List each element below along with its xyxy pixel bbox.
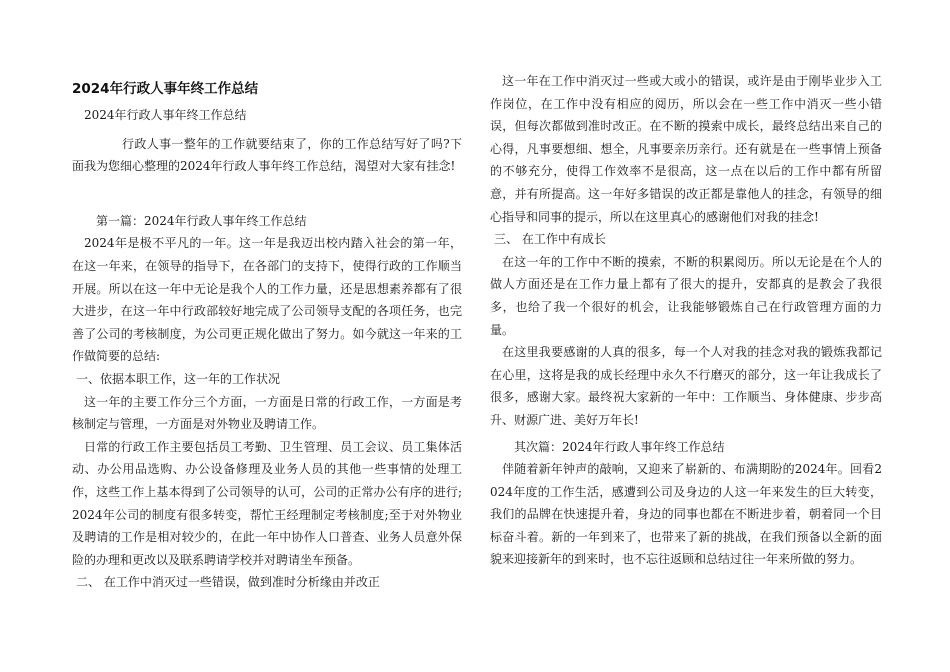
paragraph-3: 日常的行政工作主要包括员工考勤、卫生管理、员工会议、员工集体活动、办公用品选购、办公设备修理及业务人员的其他一些事情的处理工作，这些工作上基本得到了公司领导的认可，公司的正常办公有序的进行;2024年公司的制度有很多转变，帮忙王经理制定考核制度;至于对外物业及聘请的工作是相对较少的，在此一年中协作人口普查、业务人员意外保险的办理和更改以及联系聘请学校并对聘请坐车预备。: [72, 439, 462, 567]
document-subtitle: 2024年行政人事年终工作总结: [84, 108, 247, 122]
document-title: 2024年行政人事年终工作总结: [72, 81, 259, 97]
paragraph-2: 这一年的主要工作分三个方面，一方面是日常的行政工作，一方面是考核制定与管理，一方面是对外物业及聘请工作。: [72, 394, 462, 432]
chapter-two-title: 其次篇：2024年行政人事年终工作总结: [514, 439, 725, 454]
section-heading-2: 二、 在工作中消灭过一些错误，做到准时分析缘由并改正: [76, 575, 380, 590]
left-column: [72, 70, 462, 594]
chapter-one-title: 第一篇：2024年行政人事年终工作总结: [96, 213, 307, 228]
paragraph-5: 在这一年的工作中不断的摸索，不断的积累阅历。所以无论是在个人的做人方面还是在工作力量上都有了很大的提升，安都真的是教会了我很多，也给了我一个很好的机会，让我能够锻炼自己在行政管理方面的力量。: [490, 254, 882, 337]
paragraph-1: 2024年是极不平凡的一年。这一年是我迈出校内踏入社会的第一年，在这一年来，在领导的指导下，在各部门的支持下，使得行政的工作顺当开展。所以在这一年中无论是我个人的工作力量，还是思想素养都有了很大进步，在这一年中行政部较好地完成了公司领导支配的各项任务，也完善了公司的考核制度，为公司更正规化做出了努力。如今就这一年来的工作做简要的总结:: [72, 236, 462, 364]
paragraph-6: 在这里我要感谢的人真的很多，每一个人对我的挂念对我的锻炼我都记在心里，这将是我的成长经理中永久不行磨灭的部分，这一年让我成长了很多，感谢大家。最终祝大家新的一年中：工作顺当、身体健康、步步高升、财源广进、美好万年长!: [490, 345, 882, 427]
paragraph-4: 这一年在工作中消灭过一些或大或小的错误，或许是由于刚毕业步入工作岗位，在工作中没有相应的阅历，所以会在一些工作中消灭一些小错误，但每次都做到准时改正。在不断的摸索中成长，最终总结出来自己的心得，凡事要想细、想全，凡事要亲历亲行。还有就是在一些事情上预备的不够充分，使得工作效率不是很高，这一点在以后的工作中都有所留意，并有所提高。这一年好多错误的改正都是靠他人的挂念，有领导的细心指导和同事的提示，所以在这里真心的感谢他们对我的挂念!: [490, 74, 882, 224]
section-heading-3: 三、 在工作中有成长: [494, 232, 606, 247]
intro-paragraph: 行政人事一整年的工作就要结束了，你的工作总结写好了吗?下面我为您细心整理的2024年行政人事年终工作总结，渴望对大家有挂念!: [72, 136, 462, 174]
right-column: [490, 70, 882, 571]
spacer: [72, 178, 462, 208]
section-heading-1: 一、依据本职工作，这一年的工作状况: [76, 371, 281, 386]
paragraph-7: 伴随着新年钟声的敲响，又迎来了崭新的、布满期盼的2024年。回看2024年度的工作生活，感遭到公司及身边的人这一年来发生的巨大转变，我们的品牌在快速提升着，身边的同事也都在不断进步着，朝着同一个目标奋斗着。新的一年到来了，也带来了新的挑战，在我们预备以全新的面貌来迎接新年的到来时，也不忘往返顾和总结过往一年来所做的努力。: [490, 462, 882, 567]
